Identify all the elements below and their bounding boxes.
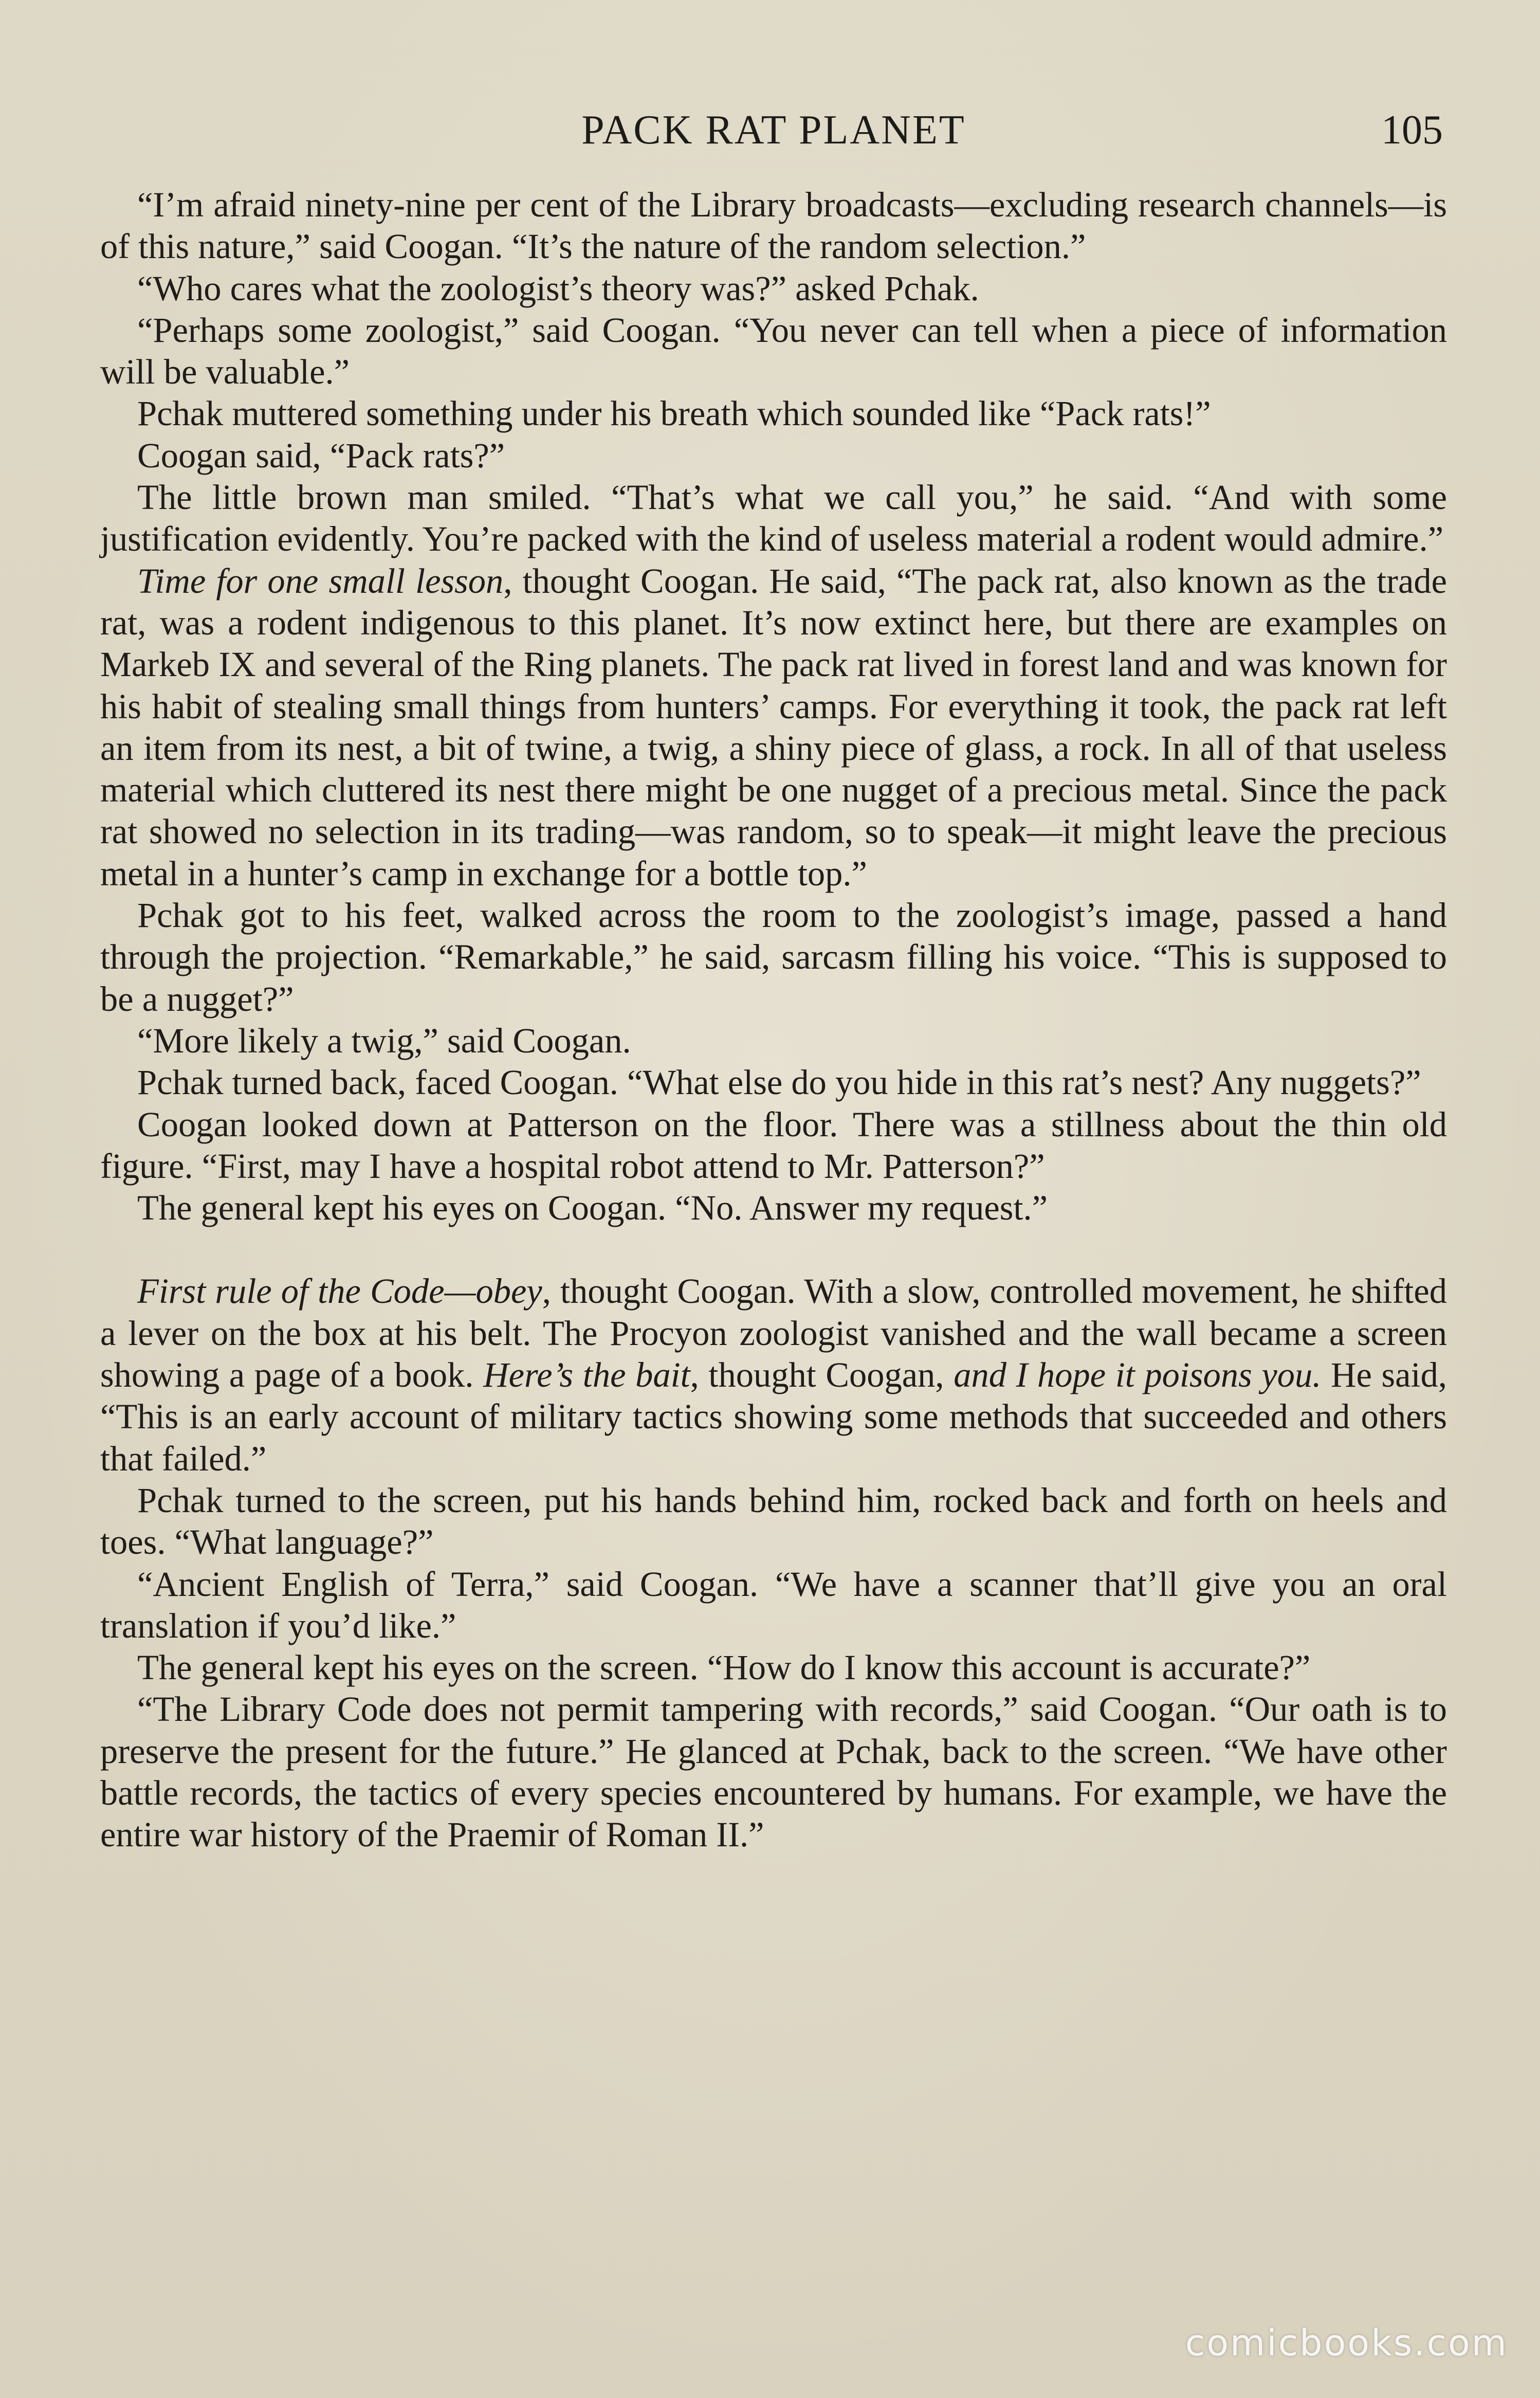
paragraph: “Ancient English of Terra,” said Coogan. “We have a scanner that’ll give you an oral translation if you’d like.”: [100, 1564, 1447, 1645]
body-text: [100, 184, 1447, 1856]
paragraph-text: , thought Coogan. With a slow, controlled movement, he shifted a lever on the box at his belt. The Procyon zoologist vanished and the wall became a screen showing a page of a book.: [100, 1271, 1447, 1395]
running-header: [100, 107, 1447, 164]
running-title: PACK RAT PLANET: [581, 107, 966, 153]
paragraph: The little brown man smiled. “That’s what we call you,” he said. “And with some justification evidently. You’re packed with the kind of useless material a rodent would admire.”: [100, 478, 1447, 559]
paragraph: Coogan said, “Pack rats?”: [137, 435, 505, 475]
watermark: comicbooks.com: [1185, 2322, 1508, 2364]
section-break-paragraph: [100, 1270, 1447, 1479]
paragraph: Pchak muttered something under his breath which sounded like “Pack rats!”: [137, 394, 1211, 433]
paragraph: “I’m afraid ninety-nine per cent of the Library broadcasts—excluding research channels—is of this nature,” said Coogan. “It’s the nature of the random selection.”: [100, 185, 1447, 266]
italic-thought: First rule of the Code—obey: [137, 1271, 542, 1311]
italic-thought: Time for one small lesson: [137, 561, 504, 601]
paragraph: “More likely a twig,” said Coogan.: [137, 1021, 631, 1060]
paragraph: Coogan looked down at Patterson on the floor. There was a stillness about the thin old figure. “First, may I have a hospital robot attend to Mr. Patterson?”: [100, 1104, 1447, 1186]
paragraph-text: , thought Coogan,: [690, 1355, 954, 1395]
page-number: 105: [1381, 107, 1443, 153]
paragraph: Pchak turned back, faced Coogan. “What else do you hide in this rat’s nest? Any nuggets?”: [137, 1063, 1421, 1102]
paragraph-text: , thought Coogan. He said, “The pack rat, also known as the trade rat, was a rodent indigenous to this planet. It’s now extinct here, but there are examples on Markeb IX and several of the Ring planets. The pack rat lived in forest land and was known for his habit of stealing small things from hunters’ camps. For everything it took, the pack rat left an item from its nest, a bit of twine, a twig, a shiny piece of glass, a rock. In all of that useless material which cluttered its nest there might be one nugget of a precious metal. Since the pack rat showed no selection in its trading—was random, so to speak—it might leave the precious metal in a hunter’s camp in exchange for a bottle top.”: [100, 561, 1447, 893]
paragraph: The general kept his eyes on the screen. “How do I know this account is accurate?”: [137, 1648, 1311, 1687]
paragraph: Pchak turned to the screen, put his hands behind him, rocked back and forth on heels and toes. “What language?”: [100, 1480, 1447, 1562]
italic-thought: Here’s the bait: [483, 1355, 690, 1395]
italic-thought: and I hope it poisons you.: [954, 1355, 1322, 1395]
paragraph: [100, 560, 1447, 895]
paragraph: “The Library Code does not permit tampering with records,” said Coogan. “Our oath is to preserve the present for the future.” He glanced at Pchak, back to the screen. “We have other battle records, the tactics of every species encountered by humans. For example, we have the entire war history of the Praemir of Roman II.”: [100, 1690, 1447, 1855]
paragraph: “Who cares what the zoologist’s theory was?” asked Pchak.: [137, 268, 979, 308]
paragraph: Pchak got to his feet, walked across the room to the zoologist’s image, passed a hand through the projection. “Remarkable,” he said, sarcasm filling his voice. “This is supposed to be a nugget?”: [100, 896, 1447, 1019]
paragraph-text: He said, “This is an early account of military tactics showing some methods that succeeded and others that failed.”: [100, 1355, 1447, 1478]
paragraph: “Perhaps some zoologist,” said Coogan. “You never can tell when a piece of information will be valuable.”: [100, 310, 1447, 392]
paragraph: The general kept his eyes on Coogan. “No. Answer my request.”: [137, 1188, 1048, 1228]
